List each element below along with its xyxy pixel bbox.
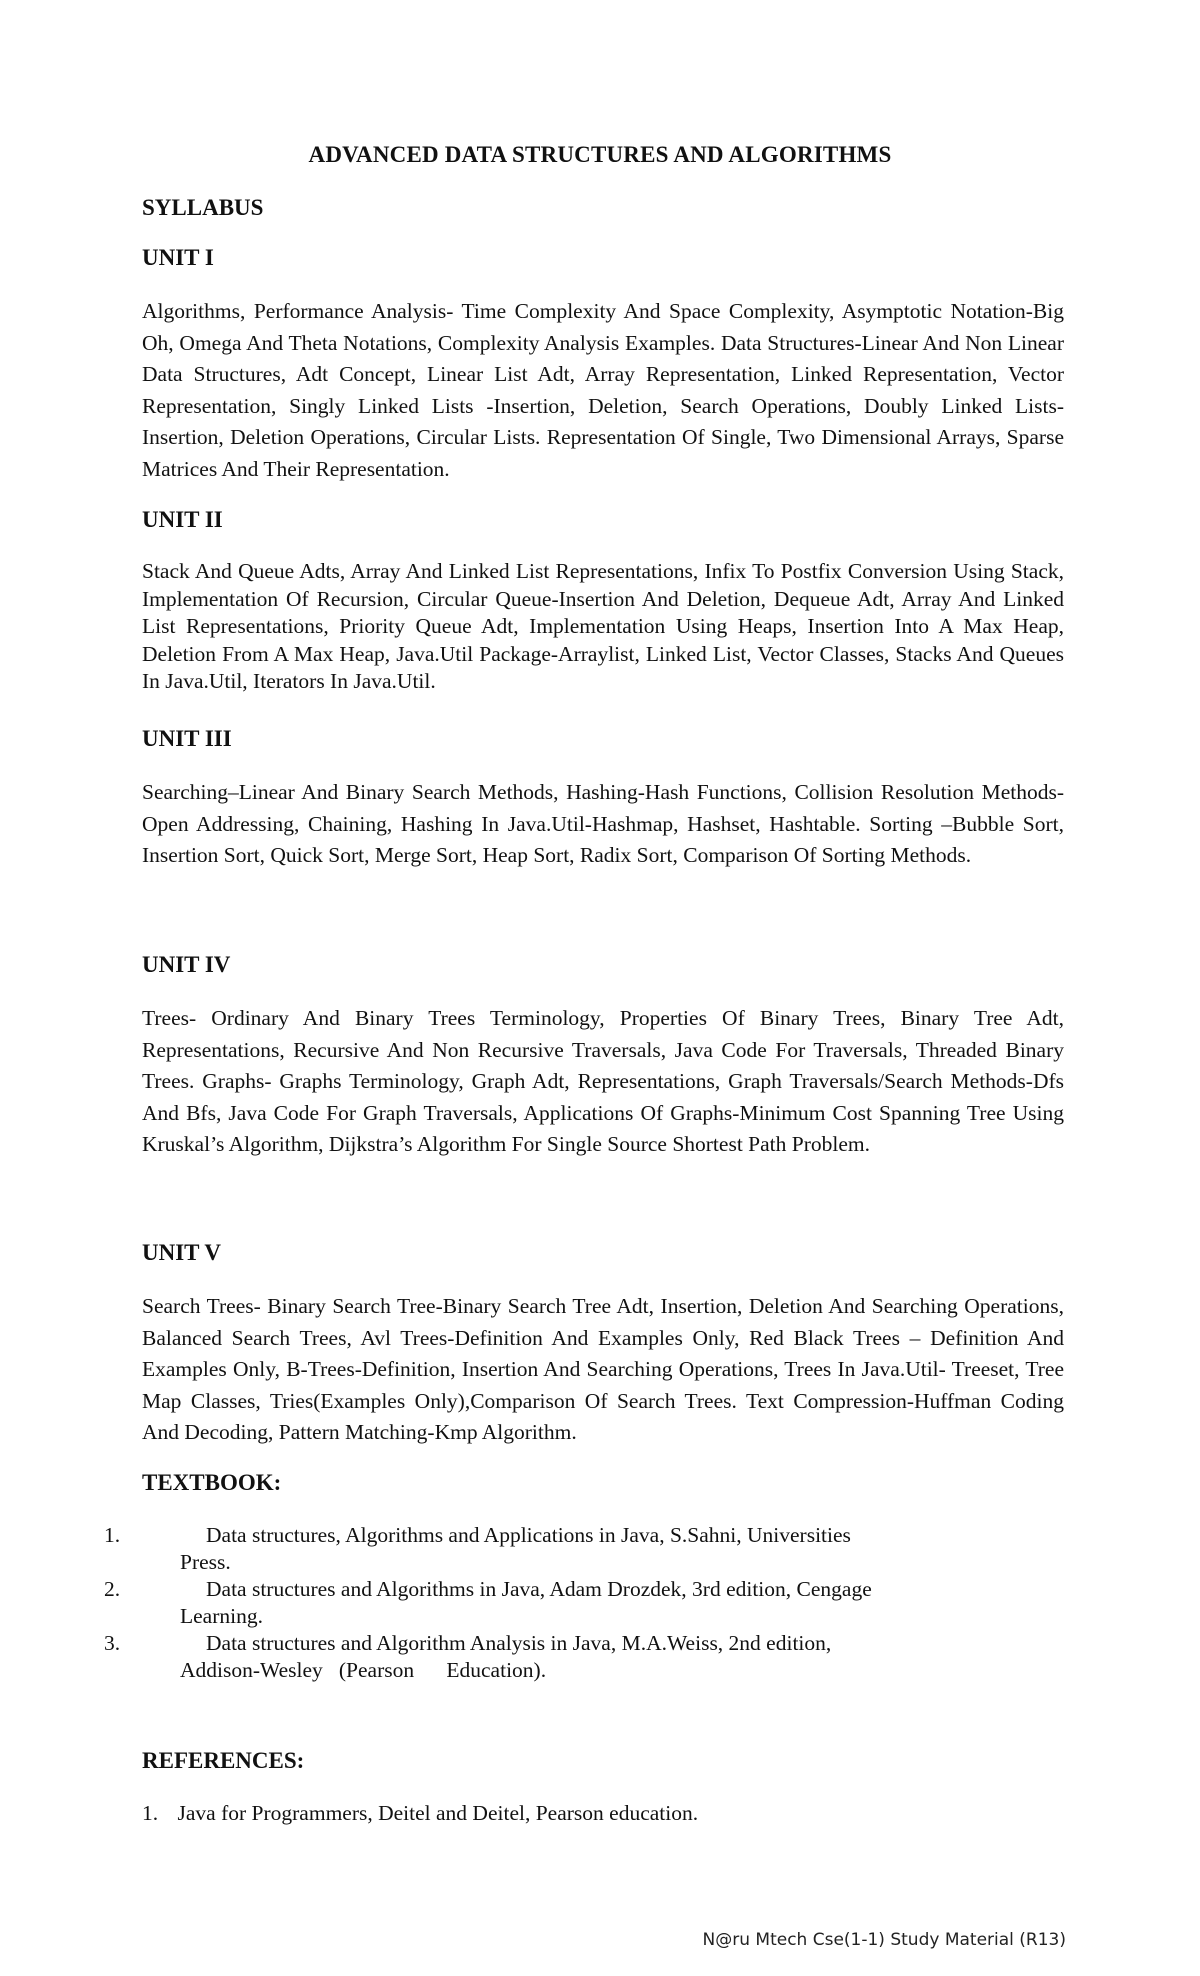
unit-5-heading: UNIT V [142, 1240, 222, 1265]
references-heading: REFERENCES: [142, 1748, 305, 1773]
textbook-item-number: 1. [104, 1523, 121, 1547]
textbook-item-number: 2. [104, 1577, 121, 1601]
unit-4-heading: UNIT IV [142, 952, 231, 977]
textbook-item-line2: Learning. [180, 1604, 263, 1628]
unit-4-text: Trees- Ordinary And Binary Trees Terminology, Properties Of Binary Trees, Binary Tree Adt, Representations, Recursive And Non Recursive Traversals, Java Code For Traversals, Threaded Binary Trees. Graphs- Graphs Terminology, Graph Adt, Representations, Graph Traversals/Search Methods-Dfs And Bfs, Java Code For Graph Traversals, Applications Of Graphs-Minimum Cost Spanning Tree Using Kruskal’s Algorithm, Dijkstra’s Algorithm For Single Source Shortest Path Problem. [142, 1006, 1064, 1156]
unit-2-heading: UNIT II [142, 507, 223, 532]
textbook-heading: TEXTBOOK: [142, 1470, 282, 1495]
syllabus-heading: SYLLABUS [142, 195, 264, 220]
textbook-item [104, 1630, 1064, 1684]
reference-item-number: 1. [142, 1801, 159, 1825]
textbook-item-line1: Data structures and Algorithms in Java, Adam Drozdek, 3rd edition, Cengage [206, 1577, 872, 1601]
textbook-list [104, 1522, 1064, 1684]
unit-5-text: Search Trees- Binary Search Tree-Binary Search Tree Adt, Insertion, Deletion And Searching Operations, Balanced Search Trees, Avl Trees-Definition And Examples Only, Red Black Trees – Definition And Examples Only, B-Trees-Definition, Insertion And Searching Operations, Trees In Java.Util- Treeset, Tree Map Classes, Tries(Examples Only),Comparison Of Search Trees. Text Compression-Huffman Coding And Decoding, Pattern Matching-Kmp Algorithm. [142, 1294, 1064, 1444]
textbook-item-line1: Data structures and Algorithm Analysis in Java, M.A.Weiss, 2nd edition, [206, 1631, 832, 1655]
unit-1-text: Algorithms, Performance Analysis- Time Complexity And Space Complexity, Asymptotic Notation-Big Oh, Omega And Theta Notations, Complexity Analysis Examples. Data Structures-Linear And Non Linear Data Structures, Adt Concept, Linear List Adt, Array Representation, Linked Representation, Vector Representation, Singly Linked Lists -Insertion, Deletion, Search Operations, Doubly Linked Lists-Insertion, Deletion Operations, Circular Lists. Representation Of Single, Two Dimensional Arrays, Sparse Matrices And Their Representation. [142, 299, 1064, 481]
textbook-item-line2: Addison-Wesley (Pearson Education). [180, 1658, 547, 1682]
unit-3-text: Searching–Linear And Binary Search Methods, Hashing-Hash Functions, Collision Resolution Methods-Open Addressing, Chaining, Hashing In Java.Util-Hashmap, Hashset, Hashtable. Sorting –Bubble Sort, Insertion Sort, Quick Sort, Merge Sort, Heap Sort, Radix Sort, Comparison Of Sorting Methods. [142, 780, 1064, 867]
reference-item-text: Java for Programmers, Deitel and Deitel, Pearson education. [177, 1801, 699, 1825]
unit-1-heading: UNIT I [142, 245, 214, 270]
textbook-item [104, 1522, 1064, 1576]
textbook-item-number: 3. [104, 1631, 121, 1655]
reference-item [142, 1801, 698, 1826]
unit-2-text: Stack And Queue Adts, Array And Linked List Representations, Infix To Postfix Conversion Using Stack, Implementation Of Recursion, Circular Queue-Insertion And Deletion, Dequeue Adt, Array And Linked List Representations, Priority Queue Adt, Implementation Using Heaps, Insertion Into A Max Heap, Deletion From A Max Heap, Java.Util Package-Arraylist, Linked List, Vector Classes, Stacks And Queues In Java.Util, Iterators In Java.Util. [142, 559, 1064, 693]
textbook-item-line1: Data structures, Algorithms and Applications in Java, S.Sahni, Universities [206, 1523, 851, 1547]
unit-3-heading: UNIT III [142, 726, 232, 751]
textbook-item-line2: Press. [180, 1550, 231, 1574]
textbook-item [104, 1576, 1064, 1630]
document-title: ADVANCED DATA STRUCTURES AND ALGORITHMS [308, 142, 892, 167]
page-footer: N@ru Mtech Cse(1-1) Study Material (R13) [702, 1930, 1066, 1950]
